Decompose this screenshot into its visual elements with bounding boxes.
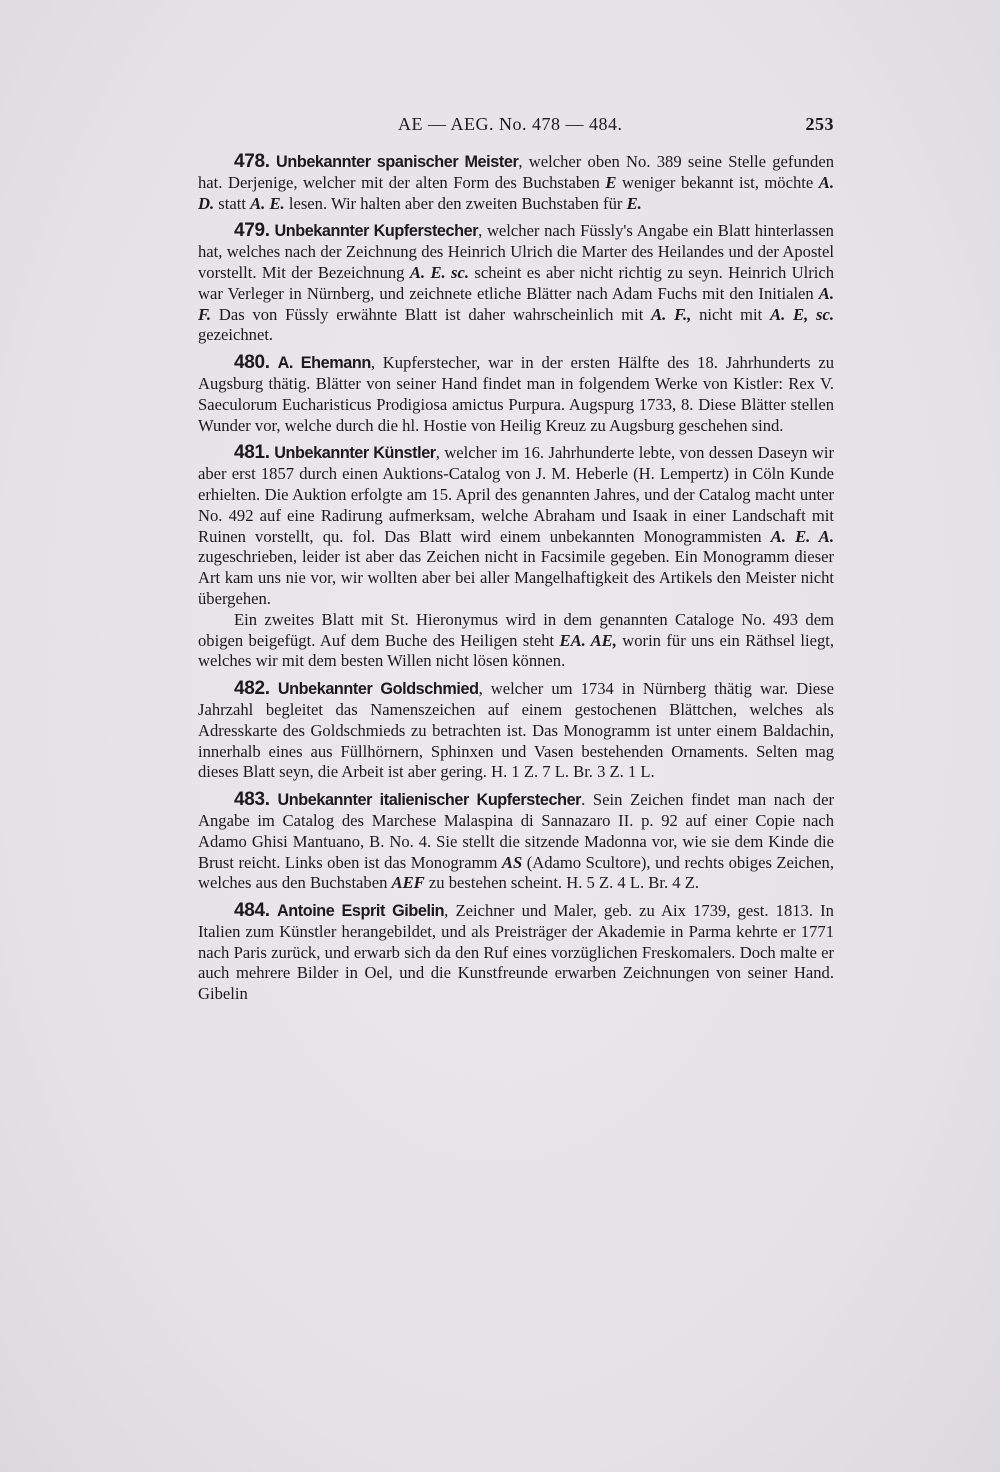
entry-paragraph-2: Ein zweites Blatt mit St. Hieronymus wird in dem genannten Cataloge No. 493 dem obigen beigefügt. Auf dem Buche des Heiligen steht EA. AE, worin für uns ein Räthsel liegt, welches wir mit dem besten Willen nicht lösen können. (198, 609, 834, 671)
entry-480 (198, 353, 834, 436)
entry-number: 481. (234, 443, 270, 464)
entry-number: 479. (234, 221, 270, 242)
page-body (198, 152, 834, 1012)
entry-name: Unbekannter Künstler (274, 444, 436, 463)
entry-text: 484. Antoine Esprit Gibelin, Zeichner und Maler, geb. zu Aix 1739, gest. 1813. In Italien zum Künstler herangebildet, und als Preisträger der Akademie in Parma kehrte er 1771 nach Paris zurück, und erwarb sich da den Ruf eines vorzüglichen Freskomalers. Doch malte er auch mehrere Bilder in Oel, und die Kunstfreunde erwarben Zeichnungen von seiner Hand. Gibelin (198, 901, 834, 1004)
entry-484 (198, 901, 834, 1005)
entry-text: 480. A. Ehemann, Kupferstecher, war in der ersten Hälfte des 18. Jahrhunderts zu Augsburg thätig. Blätter von seiner Hand findet man in folgendem Werke von Kistler: Rex V. Saeculorum Eucharisticus Prodigiosa amictus Purpura. Augspurg 1733, 8. Diese Blätter stellen Wunder vor, welche durch die hl. Hostie von Heilig Kreuz zu Augsburg geschehen sind. (198, 353, 834, 435)
entry-482 (198, 679, 834, 783)
entry-number: 478. (234, 152, 270, 172)
entry-478 (198, 152, 834, 214)
entry-name: A. Ehemann (277, 354, 371, 373)
entry-483 (198, 790, 834, 894)
entry-479 (198, 221, 834, 346)
entry-text: 481. Unbekannter Künstler, welcher im 16. Jahrhunderte lebte, von dessen Daseyn wir aber erst 1857 durch einen Auktions-Catalog von J. M. Heberle (H. Lempertz) in Cöln Kunde erhielten. Die Auktion erfolgte am 15. April des genannten Jahres, und der Catalog macht unter No. 492 auf eine Radirung aufmerksam, welche Abraham und Isaak in einer Landschaft mit Ruinen vorstellt, qu. fol. Das Blatt wird einem unbekannten Monogrammisten A. E. A. zugeschrieben, leider ist aber das Zeichen nicht in Facsimile gegeben. Ein Monogramm dieser Art kam uns nie vor, wir wollten aber bei aller Mangelhaftigkeit des Artikels den Meister nicht übergehen. (198, 443, 834, 608)
entry-text: 483. Unbekannter italienischer Kupferstecher. Sein Zeichen findet man nach der Angabe im Catalog des Marchese Malaspina di Sannazaro II. p. 92 auf einer Copie nach Adamo Ghisi Mantuano, B. No. 4. Sie stellt die sitzende Madonna vor, wie sie dem Kinde die Brust reicht. Links oben ist das Monogramm AS (Adamo Scultore), und rechts obiges Zeichen, welches aus den Buchstaben AEF zu bestehen scheint. H. 5 Z. 4 L. Br. 4 Z. (198, 790, 834, 893)
entry-text: 479. Unbekannter Kupferstecher, welcher nach Füssly's Angabe ein Blatt hinterlassen hat, welches nach der Zeichnung des Heinrich Ulrich die Marter des Heilandes und der Apostel vorstellt. Mit der Bezeichnung A. E. sc. scheint es aber nicht richtig zu seyn. Heinrich Ulrich war Verleger in Nürnberg, und zeichnete etliche Blätter nach Adam Fuchs mit den Initialen A. F. Das von Füssly erwähnte Blatt ist daher wahrscheinlich mit A. F., nicht mit A. E, sc. gezeichnet. (198, 221, 834, 345)
running-title: AE — AEG. No. 478 — 484. (398, 114, 623, 134)
entry-number: 484. (234, 901, 270, 922)
entry-name: Antoine Esprit Gibelin (276, 902, 445, 921)
entry-name: Unbekannter italienischer Kupferstecher (277, 791, 582, 810)
entry-text: 478. Unbekannter spanischer Meister, welcher oben No. 389 seine Stelle gefunden hat. Derjenige, welcher mit der alten Form des Buchstaben E weniger bekannt ist, möchte A. D. statt A. E. lesen. Wir halten aber den zweiten Buchstaben für E. (198, 152, 834, 213)
entry-481 (198, 443, 834, 672)
page-header (198, 114, 834, 140)
entry-name: Unbekannter Goldschmied (277, 680, 479, 699)
entry-name: Unbekannter spanischer Meister (276, 153, 519, 171)
entry-name: Unbekannter Kupferstecher (274, 222, 479, 241)
entry-number: 482. (234, 679, 270, 700)
entry-text: 482. Unbekannter Goldschmied, welcher um 1734 in Nürnberg thätig war. Diese Jahrzahl begleitet das Namenszeichen auf einem gestochenen Blättchen, welches als Adresskarte des Goldschmieds zu betrachten ist. Das Monogramm ist unter einem Baldachin, innerhalb eines aus Füllhörnern, Sphinxen und Vasen bestehenden Ornaments. Selten mag dieses Blatt seyn, die Arbeit ist aber gering. H. 1 Z. 7 L. Br. 3 Z. 1 L. (198, 679, 834, 782)
entry-number: 480. (234, 353, 270, 374)
entry-number: 483. (234, 790, 270, 811)
page-number: 253 (805, 114, 834, 134)
